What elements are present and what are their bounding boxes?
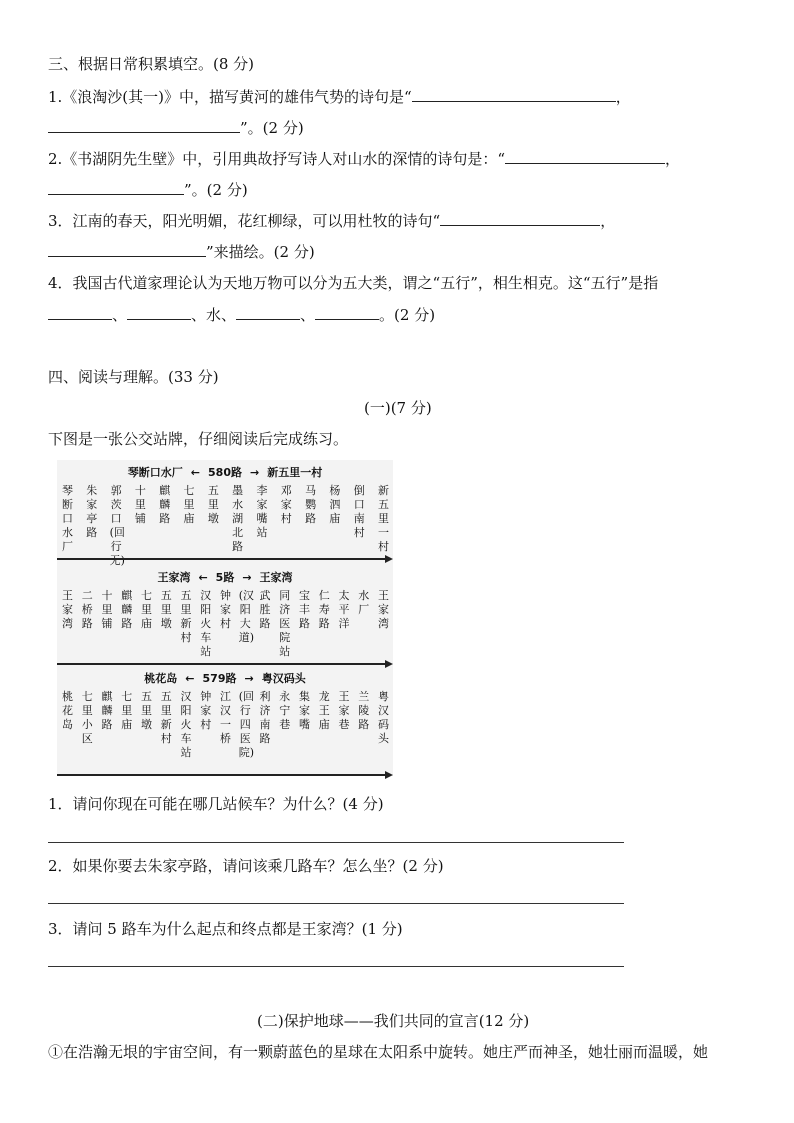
- part1-title: (一)(7 分): [364, 399, 432, 417]
- route-arrow-right: →: [242, 571, 252, 584]
- answer-blank[interactable]: [505, 148, 665, 164]
- bus-stop-name: 七里庙: [183, 484, 195, 525]
- answer-line-2[interactable]: [48, 903, 624, 904]
- question-3-3: 3．江南的春天，阳光明媚，花红柳绿，可以用杜牧的诗句“ ，: [48, 212, 616, 230]
- bus-stop-name: 粤汉码头: [378, 690, 389, 745]
- route-destination: 新五里一村: [267, 466, 323, 479]
- bus-stop-name: 新五里一村: [378, 484, 389, 553]
- question-text: 3．江南的春天，阳光明媚，花红柳绿，可以用杜牧的诗句“: [48, 212, 441, 230]
- bus-stop-name: 王家巷: [338, 690, 350, 731]
- section4-heading: 四、阅读与理解。(33 分): [48, 368, 219, 386]
- question-text: 2.《书湖阴先生壁》中，引用典故抒写诗人对山水的深情的诗句是：“: [48, 150, 505, 168]
- bus-stop-name: 五里新村: [160, 690, 172, 745]
- bus-stop-name: 杨泗庙: [329, 484, 341, 525]
- route-direction-arrow-icon: [385, 660, 393, 668]
- route-line: [57, 663, 387, 665]
- question-text: 1.《浪淘沙(其一)》中，描写黄河的雄伟气势的诗句是“: [48, 88, 412, 106]
- answer-blank[interactable]: [236, 304, 300, 320]
- bus-stop-name: 李家嘴站: [256, 484, 268, 539]
- bus-stop-name: 武胜路: [259, 589, 271, 630]
- question-3-4: 4．我国古代道家理论认为天地万物可以分为五大类，谓之“五行”，相生相克。这“五行”是指: [48, 274, 659, 292]
- route-header: [57, 670, 393, 686]
- answer-blank[interactable]: [48, 179, 184, 195]
- route-arrow-right: →: [249, 466, 260, 479]
- bus-stop-name: 水厂: [358, 589, 370, 616]
- route-number: 579路: [202, 672, 237, 685]
- bus-stop-name: 汉阳火车站: [200, 589, 212, 658]
- bus-stop-name: 江汉一桥: [220, 690, 231, 745]
- bus-stop-name: 五里墩: [207, 484, 219, 525]
- route-arrow-left: ←: [190, 466, 201, 479]
- bus-stop-name: 五里新村: [180, 589, 192, 644]
- bus-stop-name: 汉阳火车站: [180, 690, 192, 759]
- bus-stop-name: 麒麟路: [101, 690, 113, 731]
- bus-stop-name: 兰陵路: [358, 690, 370, 731]
- bus-stop-name: 五里墩: [141, 690, 152, 731]
- question-3-2-cont: ”。(2 分): [48, 179, 248, 200]
- section3-heading: 三、根据日常积累填空。(8 分): [48, 55, 255, 73]
- reading-question-3: 3．请问 5 路车为什么起点和终点都是王家湾？(1 分): [48, 920, 403, 938]
- bus-stop-name: (回行四医院): [238, 690, 255, 759]
- answer-blank[interactable]: [315, 304, 379, 320]
- bus-stop-name: 七里小区: [81, 690, 93, 745]
- bus-stop-name: 朱家亭路: [86, 484, 98, 539]
- reading-question-1: 1．请问你现在可能在哪几站候车？为什么？(4 分): [48, 795, 384, 813]
- bus-stop-name: 二桥路: [81, 589, 93, 630]
- route-number: 580路: [208, 466, 242, 479]
- bus-stop-name: 桃花岛: [62, 690, 73, 731]
- answer-line-1[interactable]: [48, 842, 624, 843]
- bus-stop-name: 墨水湖北路: [232, 484, 244, 553]
- route-header: [57, 569, 393, 585]
- route-number: 5路: [215, 571, 235, 584]
- route-direction-arrow-icon: [385, 555, 393, 563]
- bus-stop-name: 钟家村: [200, 690, 212, 731]
- bus-stop-name: 仁寿路: [318, 589, 330, 630]
- bus-stop-name: 马鹦路: [305, 484, 317, 525]
- route-destination: 王家湾: [259, 571, 293, 584]
- route-origin: 王家湾: [157, 571, 191, 584]
- question-3-3-cont: ”来描绘。(2 分): [48, 241, 315, 262]
- bus-stop-name: (汉阳大道): [238, 589, 255, 644]
- bus-stop-name: 郭茨口(回行无): [109, 484, 125, 567]
- answer-blank[interactable]: [440, 210, 600, 226]
- bus-stop-name: 王家湾: [62, 589, 73, 630]
- question-3-1: 1.《浪淘沙(其一)》中，描写黄河的雄伟气势的诗句是“ ，: [48, 88, 631, 106]
- route-arrow-left: ←: [198, 571, 208, 584]
- route-header: [57, 464, 393, 480]
- route-arrow-left: ←: [185, 672, 195, 685]
- bus-stop-name: 琴断口水厂: [62, 484, 73, 553]
- answer-blank[interactable]: [48, 117, 240, 133]
- answer-line-3[interactable]: [48, 966, 624, 967]
- bus-stop-name: 龙王庙: [318, 690, 330, 731]
- answer-blank[interactable]: [48, 241, 206, 257]
- bus-stop-name: 七里庙: [141, 589, 152, 630]
- bus-stop-name: 宝丰路: [299, 589, 310, 630]
- route-line: [57, 774, 387, 776]
- question-3-1-cont: ”。(2 分): [48, 117, 304, 138]
- part2-title: (二)保护地球——我们共同的宣言(12 分): [257, 1012, 530, 1030]
- bus-stop-name: 十里铺: [134, 484, 146, 525]
- bus-stop-name: 五里墩: [160, 589, 172, 630]
- bus-stop-name: 十里铺: [101, 589, 113, 630]
- route-arrow-right: →: [244, 672, 254, 685]
- answer-blank[interactable]: [127, 304, 191, 320]
- bus-stop-name: 利济南路: [259, 690, 271, 745]
- answer-blank[interactable]: [48, 304, 112, 320]
- bus-stop-name: 钟家村: [220, 589, 231, 630]
- part1-intro: 下图是一张公交站牌，仔细阅读后完成练习。: [48, 430, 349, 448]
- bus-stop-name: 麒麟路: [159, 484, 171, 525]
- bus-stop-name: 集家嘴: [299, 690, 310, 731]
- bus-stop-name: 同济医院站: [279, 589, 291, 658]
- bus-stop-name: 倒口南村: [353, 484, 365, 539]
- bus-stop-name: 太平洋: [338, 589, 350, 630]
- question-3-4-cont: 、 、水、 、 。(2 分): [48, 304, 435, 325]
- part2-paragraph-1: ①在浩瀚无垠的宇宙空间，有一颗蔚蓝色的星球在太阳系中旋转。她庄严而神圣，她壮丽而温暖，她: [48, 1043, 709, 1061]
- bus-stop-sign: [57, 460, 393, 776]
- bus-stop-name: 王家湾: [378, 589, 389, 630]
- route-origin: 琴断口水厂: [127, 466, 183, 479]
- reading-question-2: 2．如果你要去朱家亭路，请问该乘几路车？怎么坐？(2 分): [48, 857, 444, 875]
- route-origin: 桃花岛: [144, 672, 178, 685]
- route-direction-arrow-icon: [385, 771, 393, 779]
- bus-stop-name: 麒麟路: [121, 589, 133, 630]
- route-line: [57, 558, 387, 560]
- route-destination: 粤汉码头: [261, 672, 306, 685]
- bus-stop-name: 邓家村: [280, 484, 292, 525]
- answer-blank[interactable]: [412, 86, 616, 102]
- bus-stop-name: 七里庙: [121, 690, 133, 731]
- bus-stop-name: 永宁巷: [279, 690, 291, 731]
- question-3-2: 2.《书湖阴先生壁》中，引用典故抒写诗人对山水的深情的诗句是：“ ，: [48, 150, 680, 168]
